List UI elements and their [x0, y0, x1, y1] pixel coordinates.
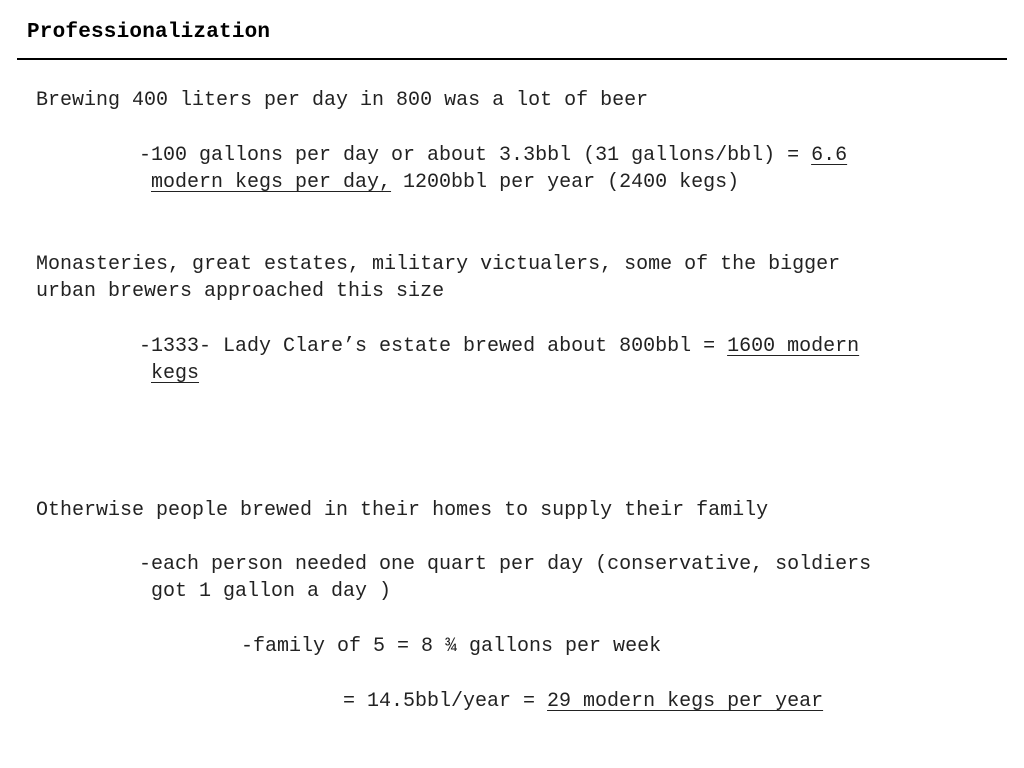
- block2-sub1-underlined-cont: kegs: [151, 362, 200, 385]
- block2-sub1-line: [139, 335, 859, 359]
- block1-sub1-line: [139, 144, 847, 168]
- block1-sub1-tail: 1200bbl per year (2400 kegs): [391, 171, 740, 194]
- block1-sub1-line2: [151, 171, 739, 195]
- block2-line1: Monasteries, great estates, military victualers, some of the bigger: [36, 253, 841, 276]
- block3-sub3-line: [343, 690, 823, 714]
- block3-sub3-underlined: 29 modern kegs per year: [547, 690, 824, 713]
- slide-title: Professionalization: [27, 21, 271, 44]
- block3-sub3-text: = 14.5bbl/year =: [343, 690, 548, 713]
- block3-sub1-line: -each person needed one quart per day (conservative, soldiers: [139, 553, 872, 576]
- block3-sub1-line2: got 1 gallon a day ): [151, 580, 392, 603]
- block3-sub2-line: -family of 5 = 8 ¾ gallons per week: [241, 635, 662, 658]
- block1-line1: Brewing 400 liters per day in 800 was a lot of beer: [36, 89, 649, 112]
- block2-line2: urban brewers approached this size: [36, 280, 445, 303]
- block2-sub1-line2: [151, 362, 199, 386]
- block1-sub1-text: -100 gallons per day or about 3.3bbl (31 gallons/bbl) =: [139, 144, 812, 167]
- title-divider: [17, 58, 1007, 60]
- block2-sub1-text: -1333- Lady Clare’s estate brewed about 800bbl =: [139, 335, 728, 358]
- block2-sub1-underlined: 1600 modern: [727, 335, 860, 358]
- block3-line1: Otherwise people brewed in their homes to supply their family: [36, 499, 769, 522]
- block1-sub1-underlined: 6.6: [811, 144, 848, 167]
- block1-sub1-underlined-cont: modern kegs per day,: [151, 171, 392, 194]
